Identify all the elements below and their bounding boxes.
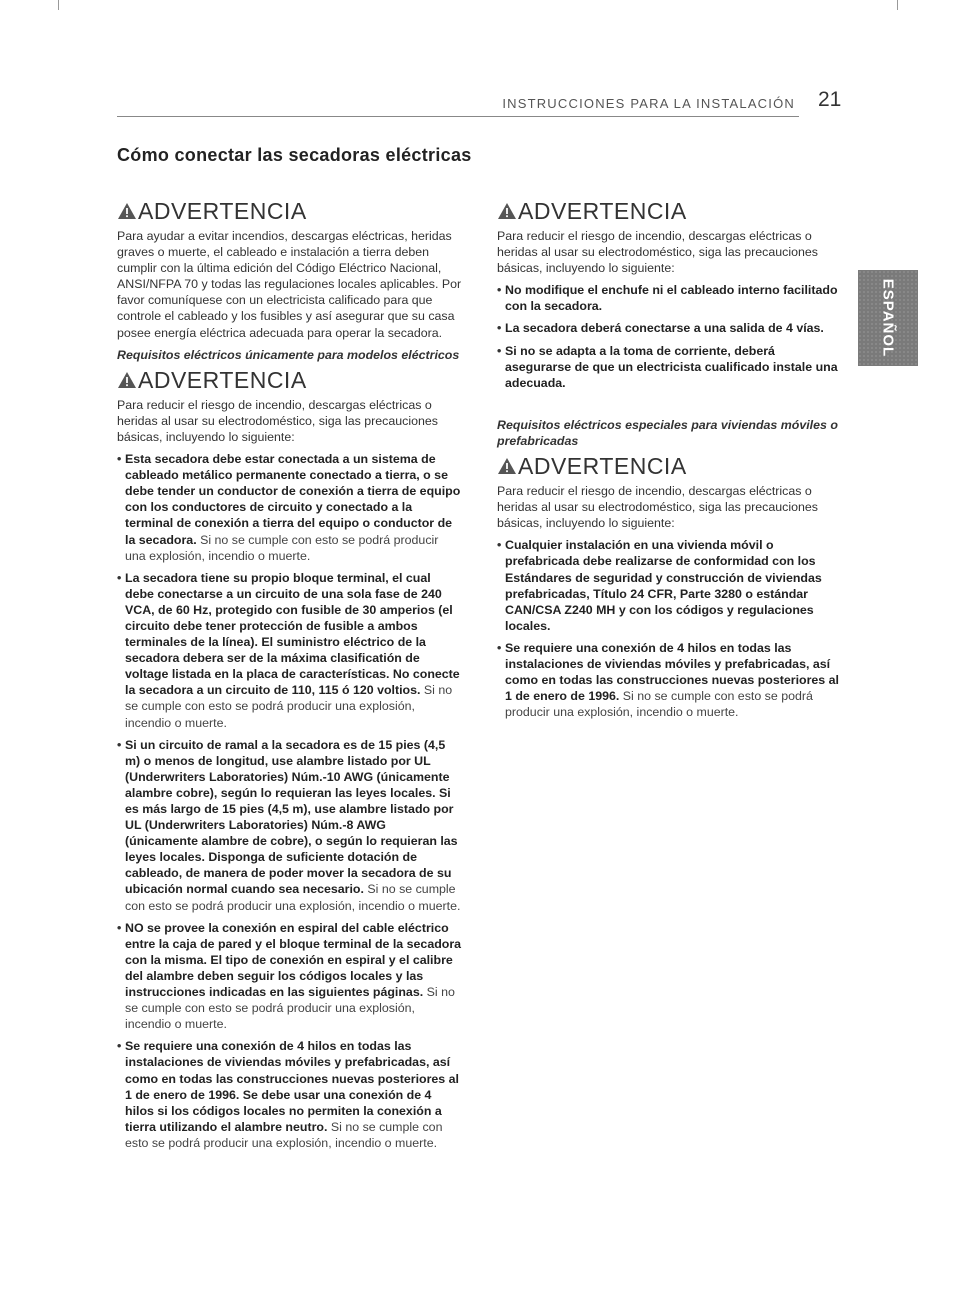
warning-triangle-icon [497,202,517,220]
bullet-item: • La secadora deberá conectarse a una salida de 4 vías. [497,321,824,336]
bullet-normal-text: Si no se cumple con esto se podrá producir una explosión, incendio o muerte. [125,683,453,730]
left-column [117,196,462,1151]
header-title: INSTRUCCIONES PARA LA INSTALACIÓN [502,96,795,111]
section-title: Cómo conectar las secadoras eléctricas [117,145,472,165]
warning-intro: Para reducir el riesgo de incendio, descargas eléctricas o heridas al usar su electrodoméstico, siga las precauciones básicas, incluyendo lo siguiente: [497,229,818,276]
warning-word: ADVERTENCIA [518,453,687,480]
bullet-bold-text: La secadora deberá conectarse a una salida de 4 vías. [505,321,824,336]
bullet-bold-text: No modifique el enchufe ni el cableado interno facilitado con la secadora. [505,283,838,314]
bullet-item: • NO se provee la conexión en espiral del cable eléctrico entre la caja de pared y el bloque terminal de la secadora con la misma. El tipo de conexión en espiral y el calibre del alambre deben seguir los códigos locales y las instrucciones indicadas en las siguientes páginas. Si no se cumple con esto se podrá producir una explosión, incendio o muerte. [117,920,462,1032]
bullet-item: • Se requiere una conexión de 4 hilos en todas las instalaciones de viviendas móviles y prefabricadas, así como en todas las construcciones nuevas posteriores al 1 de enero de 1996. Se debe usar una conexión de 4 hilos si los códigos locales no permiten la conexión a tierra utilizando el alambre neutro. Si no se cumple con esto se podrá producir una explosión, incendio o muerte. [117,1039,459,1150]
warning-heading [117,367,462,393]
bullet-normal-text: Si no se cumple con esto se podrá producir una explosión, incendio o muerte. [505,689,813,720]
crop-mark-left [58,0,59,10]
bullet-item: • Si no se adapta a la toma de corriente, deberá asegurarse de que un electricista cualificado instale una adecuada. [497,343,838,390]
right-column [497,196,842,720]
warning-word: ADVERTENCIA [138,198,307,224]
page-header [117,92,799,117]
bullet-bold-text: Si no se adapta a la toma de corriente, deberá asegurarse de que un electricista cualificado instale una adecuada. [505,343,838,390]
bullet-normal-text: Si no se cumple con esto se podrá producir una explosión, incendio o muerte. [125,882,461,913]
warning-intro: Para reducir el riesgo de incendio, descargas eléctricas o heridas al usar su electrodoméstico, siga las precauciones básicas, incluyendo lo siguiente: [497,484,818,531]
bullet-bold-text: Cualquier instalación en una vivienda móvil o prefabricada debe realizarse de conformidad con los Estándares de seguridad y construcción de viviendas prefabricadas, Título 24 CFR, Parte 3280 o estándar CAN/CSA Z240 MH y con los códigos y regulaciones locales. [505,538,822,633]
bullet-item: • Cualquier instalación en una vivienda móvil o prefabricada debe realizarse de conformidad con los Estándares de seguridad y construcción de viviendas prefabricadas, Título 24 CFR, Parte 3280 o estándar CAN/CSA Z240 MH y con los códigos y regulaciones locales. [497,538,822,633]
bullet-item: • La secadora tiene su propio bloque terminal, el cual debe conectarse a un circuito de una sola fase de 240 VCA, de 60 Hz, protegido con fusible de 30 amperios (el circuito debe tener protección de fusible a ambos terminales de la línea). El suministro eléctrico de la secadora debera ser de la máxima clasificatión de voltage listada en la placa de características. No conecte la secadora a un circuito de 110, 115 ó 120 voltios. Si no se cumple con esto se podrá producir una explosión, incendio o muerte. [117,570,460,730]
bullet-item: • Si un circuito de ramal a la secadora es de 15 pies (4,5 m) o menos de longitud, use alambre listado por UL (Underwriters Laboratories) Núm.-10 AWG (únicamente alambre cobre), según lo requieran las leyes locales. Si es más largo de 15 pies (4,5 m), use alambre listado por UL (Underwriters Laboratories) Núm.-8 AWG (únicamente alambre de cobre), o según lo requieran las leyes locales. Disponga de suficiente dotación de cableado, de manera de poder mover la secadora de su ubicación normal cuando sea necesario. Si no se cumple con esto se podrá producir una explosión, incendio o muerte. [117,737,461,913]
warning-heading [497,453,842,479]
bullet-normal-text: Si no se cumple con esto se podrá producir una explosión, incendio o muerte. [125,1119,443,1150]
warning-triangle-icon [497,457,517,475]
requirements-heading: Requisitos eléctricos únicamente para modelos eléctricos [117,347,460,362]
side-tab-label: ESPAÑOL [879,278,897,358]
bullet-bold-text: Si un circuito de ramal a la secadora es de 15 pies (4,5 m) o menos de longitud, use alambre listado por UL (Underwriters Laboratories) Núm.-10 AWG (únicamente alambre cobre), según lo requieran las leyes locales. Si es más largo de 15 pies (4,5 m), use alambre listado por UL (Underwriters Laboratories) Núm.-8 AWG (únicamente alambre de cobre), o según lo requieran las leyes locales. Disponga de suficiente dotación de cableado, de manera de poder mover la secadora de su ubicación normal cuando sea necesario. [125,737,458,897]
bullet-bold-text: Se requiere una conexión de 4 hilos en todas las instalaciones de viviendas móviles y prefabricadas, así como en todas las construcciones nuevas posteriores al 1 de enero de 1996. Se debe usar una conexión de 4 hilos si los códigos locales no permiten la conexión a tierra utilizando el alambre neutro. [125,1039,459,1134]
bullet-item: • Se requiere una conexión de 4 hilos en todas las instalaciones de viviendas móviles y prefabricadas, así como en todas las construcciones nuevas posteriores al 1 de enero de 1996. Si no se cumple con esto se podrá producir una explosión, incendio o muerte. [497,640,839,720]
bullet-item: • Esta secadora debe estar conectada a un sistema de cableado metálico permanente conectado a tierra, o se debe tender un conductor de conexión a tierra de equipo con los conductores de circuito y conectado a la terminal de conexión a tierra del equipo o conductor de la secadora. Si no se cumple con esto se podrá producir una explosión, incendio o muerte. [117,452,461,563]
warning-intro: Para reducir el riesgo de incendio, descargas eléctricas o heridas al usar su electrodoméstico, siga las precauciones básicas, incluyendo lo siguiente: [117,397,438,444]
warning-word: ADVERTENCIA [138,366,307,393]
language-side-tab [858,270,918,366]
bullet-bold-text: Esta secadora debe estar conectada a un sistema de cableado metálico permanente conectado a tierra, o se debe tender un conductor de conexión a tierra de equipo con los conductores de circuito y conectado a la terminal de conexión a tierra del equipo o conductor de la secadora. [125,452,461,547]
warning-triangle-icon [117,371,137,389]
bullet-normal-text: Si no se cumple con esto se podrá producir una explosión, incendio o muerte. [125,985,455,1032]
page-number: 21 [818,88,842,111]
bullet-item: • No modifique el enchufe ni el cableado interno facilitado con la secadora. [497,283,838,314]
warning-paragraph: Para ayudar a evitar incendios, descargas eléctricas, heridas graves o muerte, el cableado e instalación a tierra deben cumplir con la última edición del Código Eléctrico Nacional, ANSI/NFPA 70 y todas las regulaciones locales aplicables. Por favor comuníquese con un electricista calificado para que controle el cableado y los fusibles y así asegurar que su casa posee energía eléctrica adecuada para operar la secadora. [117,229,462,340]
warning-heading [497,198,842,224]
bullet-bold-text: La secadora tiene su propio bloque terminal, el cual debe conectarse a un circuito de una sola fase de 240 VCA, de 60 Hz, protegido con fusible de 30 amperios (el circuito debe tener protección de fusible a ambos terminales de la línea). El suministro eléctrico de la secadora debera ser de la máxima clasificatión de voltage listada en la placa de características. No conecte la secadora a un circuito de 110, 115 ó 120 voltios. [125,570,460,698]
crop-mark-right [897,0,898,10]
bullet-normal-text: Si no se cumple con esto se podrá producir una explosión, incendio o muerte. [125,532,439,563]
warning-word: ADVERTENCIA [518,198,687,224]
warning-triangle-icon [117,202,137,220]
requirements-heading: Requisitos eléctricos especiales para viviendas móviles o prefabricadas [497,417,838,448]
bullet-bold-text: Se requiere una conexión de 4 hilos en todas las instalaciones de viviendas móviles y prefabricadas, así como en todas las construcciones nuevas posteriores al 1 de enero de 1996. [505,640,839,704]
bullet-bold-text: NO se provee la conexión en espiral del cable eléctrico entre la caja de pared y el bloque terminal de la secadora con la misma. El tipo de conexión en espiral y el calibre del alambre deben seguir los códigos locales y las instrucciones indicadas en las siguientes páginas. [125,920,462,1000]
warning-heading [117,198,462,224]
